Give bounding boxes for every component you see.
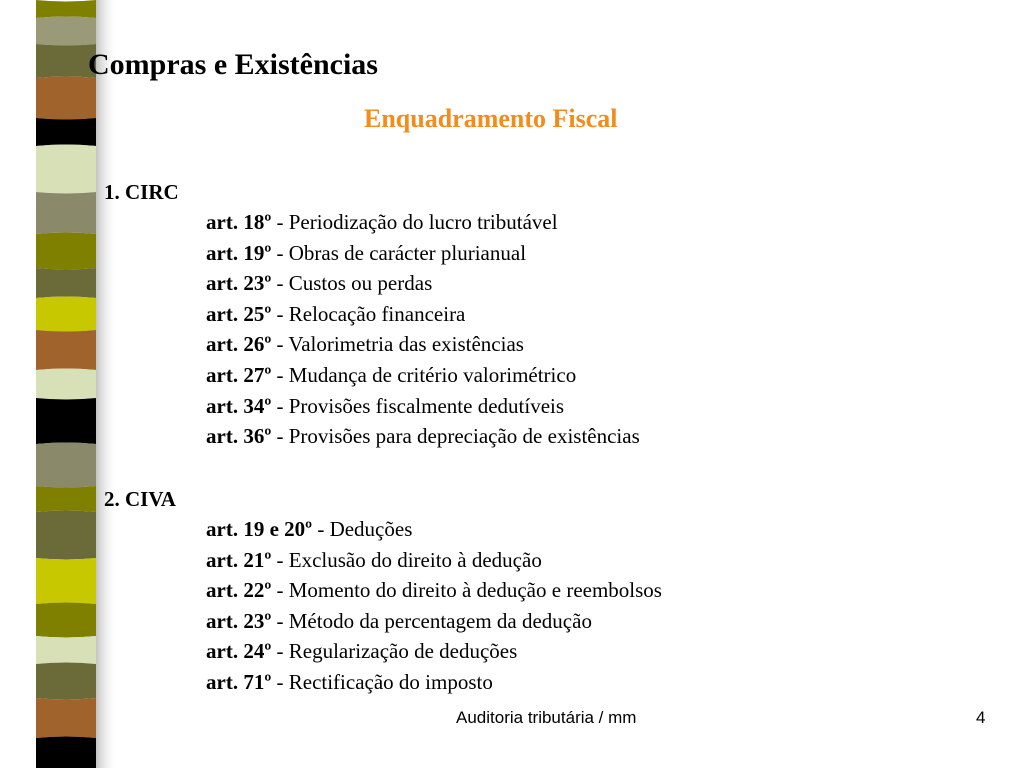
article-item: [104, 360, 984, 391]
stripe-band: [36, 268, 96, 298]
article-item: [104, 391, 984, 422]
article-desc: - Exclusão do direito à dedução: [271, 547, 542, 572]
article-item: [104, 268, 984, 299]
stripe-band: [36, 737, 96, 768]
stripe-band: [36, 77, 96, 120]
stripe-band: [36, 486, 96, 512]
stripe-band: [36, 297, 96, 332]
stripe-band: [36, 558, 96, 604]
section-civa: [104, 484, 984, 698]
article-ref: art. 22º: [206, 578, 272, 603]
article-item: [104, 299, 984, 330]
article-ref: art. 34º: [206, 393, 272, 418]
article-ref: art. 23º: [206, 271, 272, 296]
stripe-band: [36, 636, 96, 664]
article-ref: art. 21º: [206, 547, 272, 572]
stripe-band: [36, 330, 96, 370]
article-ref: art. 19 e 20º: [206, 517, 313, 541]
article-ref: art. 71º: [206, 669, 272, 694]
article-desc: - Método da percentagem da dedução: [271, 608, 592, 633]
stripe-band: [36, 44, 96, 78]
article-item: [104, 636, 984, 667]
stripe-band: [36, 398, 96, 444]
article-desc: - Obras de carácter plurianual: [271, 240, 527, 265]
article-desc: - Mudança de critério valorimétrico: [271, 362, 577, 387]
article-item: [104, 329, 984, 360]
page-number: 4: [976, 708, 986, 727]
stripe-band: [36, 698, 96, 738]
article-desc: - Deduções: [312, 517, 413, 541]
stripe-band: [36, 369, 96, 400]
stripe-band: [36, 118, 96, 146]
section-heading: 1. CIRC: [104, 180, 179, 204]
article-item: [104, 421, 984, 452]
footer-text: Auditoria tributária / mm: [456, 708, 637, 727]
decorative-stripe-bar: [0, 0, 120, 768]
article-desc: - Relocação financeira: [271, 301, 466, 326]
article-item: [104, 545, 984, 576]
stripe-band: [36, 511, 96, 560]
article-desc: - Valorimetria das existências: [271, 332, 524, 357]
stripe-band: [36, 663, 96, 700]
slide-title: Compras e Existências: [88, 48, 378, 81]
stripe-band: [36, 145, 96, 194]
article-item: [104, 606, 984, 637]
article-desc: - Provisões para depreciação de existências: [271, 424, 640, 449]
article-ref: art. 18º: [206, 210, 272, 234]
article-item: [104, 575, 984, 606]
article-ref: art. 19º: [206, 240, 272, 265]
stripe-band: [36, 443, 96, 488]
article-desc: - Provisões fiscalmente dedutíveis: [271, 393, 565, 418]
article-ref: art. 23º: [206, 608, 272, 633]
stripe-band: [36, 233, 96, 270]
article-ref: art. 24º: [206, 639, 272, 664]
article-item: [104, 238, 984, 269]
section-circ: [104, 177, 984, 452]
stripe-band: [36, 603, 96, 638]
article-item: [104, 667, 984, 698]
article-desc: - Custos ou perdas: [271, 271, 433, 296]
article-item: [104, 514, 984, 545]
article-desc: - Rectificação do imposto: [271, 669, 493, 694]
section-heading: 2. CIVA: [104, 487, 176, 511]
article-ref: art. 26º: [206, 332, 272, 357]
article-ref: art. 36º: [206, 424, 272, 449]
slide-subtitle: Enquadramento Fiscal: [364, 104, 618, 133]
article-ref: art. 27º: [206, 362, 272, 387]
stripe-bar-graphic: [0, 0, 120, 768]
stripe-band: [36, 17, 96, 46]
article-list: [104, 514, 984, 698]
article-ref: art. 25º: [206, 301, 272, 326]
stripe-band: [36, 192, 96, 234]
stripe-band: [36, 0, 96, 18]
article-item: [104, 207, 984, 238]
article-desc: - Regularização de deduções: [271, 639, 518, 664]
article-list: [104, 207, 984, 452]
article-desc: - Momento do direito à dedução e reembolsos: [271, 578, 662, 603]
article-desc: - Periodização do lucro tributável: [271, 210, 558, 234]
